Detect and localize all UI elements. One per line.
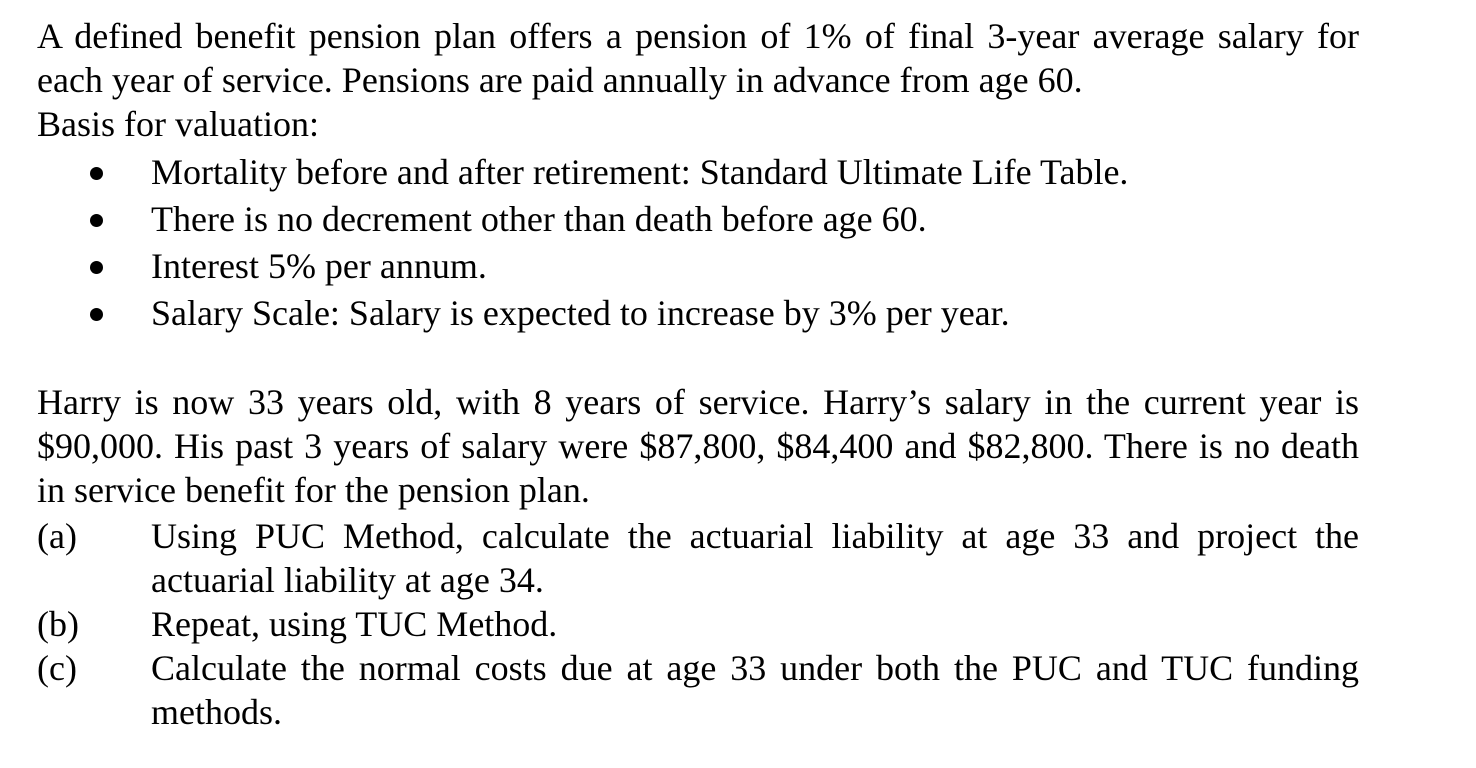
basis-heading: Basis for valuation:: [37, 104, 319, 144]
question-text-a: Using PUC Method, calculate the actuarial liability at age 33 and project the actuarial liability at age 34.: [151, 516, 1359, 600]
bullet-icon: [90, 214, 103, 227]
basis-item-decrement: There is no decrement other than death before age 60.: [151, 199, 927, 239]
bullet-icon: [90, 308, 103, 321]
question-label-a: (a): [37, 516, 77, 556]
basis-item-salary-scale: Salary Scale: Salary is expected to increase by 3% per year.: [151, 293, 1010, 333]
question-text-b: Repeat, using TUC Method.: [151, 604, 558, 644]
question-label-c: (c): [37, 648, 77, 688]
question-label-b: (b): [37, 604, 79, 644]
bullet-icon: [90, 167, 103, 180]
intro-paragraph: A defined benefit pension plan offers a pension of 1% of final 3-year average salary for each year of service. Pensions are paid annually in advance from age 60.: [37, 16, 1359, 100]
bullet-icon: [90, 261, 103, 274]
basis-item-mortality: Mortality before and after retirement: Standard Ultimate Life Table.: [151, 152, 1129, 192]
basis-item-interest: Interest 5% per annum.: [151, 246, 487, 286]
question-text-c: Calculate the normal costs due at age 33 under both the PUC and TUC funding methods.: [151, 648, 1359, 732]
scenario-paragraph: Harry is now 33 years old, with 8 years of service. Harry’s salary in the current year is $90,000. His past 3 years of salary were $87,800, $84,400 and $82,800. There is no death in service benefit for the pension plan.: [37, 382, 1359, 510]
